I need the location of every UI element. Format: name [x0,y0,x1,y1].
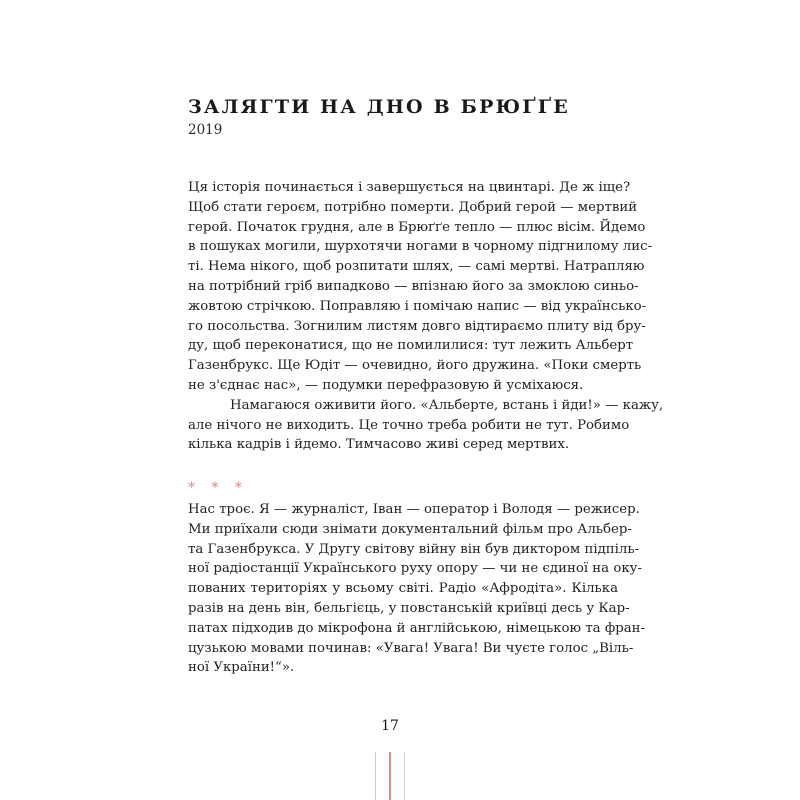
paragraph-line: жовтою стрічкою. Поправляю і помічаю напис — від українсько- [188,298,647,314]
paragraph-line: ті. Нема нікого, щоб розпитати шлях, — самі мертві. Натрапляю [188,259,645,275]
decorative-rule-accent [389,752,391,800]
paragraph-line: кілька кадрів і йдемо. Тимчасово живі серед мертвих. [188,437,570,453]
paragraph-line: але нічого не виходить. Це точно треба робити не тут. Робимо [188,417,630,433]
section-separator: * * * [188,480,248,496]
paragraph-line: ної радіостанції Українського руху опору — чи не єдиної на оку- [188,561,642,577]
decorative-rule-right [404,752,405,800]
paragraph-line: не з'єднає нас», — подумки перефразовую й усміхаюся. [188,377,584,393]
chapter-year: 2019 [188,122,223,138]
paragraph-1 [188,178,664,455]
paragraph-line: пованих територіях у всьому світі. Радіо «Афродіта». Кілька [188,581,618,597]
paragraph-2 [188,500,646,678]
paragraph-line: Намагаюся оживити його. «Альберте, встань і йди!» — кажу, [230,397,664,413]
paragraph-line: ду, щоб переконатися, що не помилилися: тут лежить Альберт [188,338,634,354]
paragraph-line: Ми приїхали сюди знімати документальний фільм про Альбер- [188,521,632,537]
paragraph-line: та Газенбрукса. У Другу світову війну він був диктором підпіль- [188,541,640,557]
paragraph-line: Нас троє. Я — журналіст, Іван — оператор і Володя — режисер. [188,502,640,517]
paragraph-line: го посольства. Зогнилим листям довго відтираємо плиту від бру- [188,318,646,334]
paragraph-line: герой. Початок грудня, але в Брюґґе тепло — плюс вісім. Йдемо [188,219,646,235]
paragraph-line: Газенбрукс. Ще Юдіт — очевидно, його дружина. «Поки смерть [188,358,642,374]
chapter-title: ЗАЛЯГТИ НА ДНО В БРЮҐҐЕ [188,96,570,118]
page-number: 17 [381,718,399,734]
decorative-rule-left [375,752,376,800]
paragraph-line: разів на день він, бельгієць, у повстанській криївці десь у Кар- [188,600,630,616]
paragraph-line: в пошуках могили, шурхотячи ногами в чорному підгнилому лис- [188,239,653,255]
paragraph-line: ної України!“». [188,660,295,676]
paragraph-line: на потрібний гріб випадково — впізнаю його за змоклою синьо- [188,278,639,294]
paragraph-line: патах підходив до мікрофона й англійською, німецькою та фран- [188,620,646,636]
paragraph-line: Щоб стати героєм, потрібно померти. Добрий герой — мертвий [188,199,638,215]
paragraph-line: цузькою мовами починав: «Увага! Увага! Ви чуєте голос „Віль- [188,640,634,656]
paragraph-line: Ця історія починається і завершується на цвинтарі. Де ж іще? [188,180,631,195]
